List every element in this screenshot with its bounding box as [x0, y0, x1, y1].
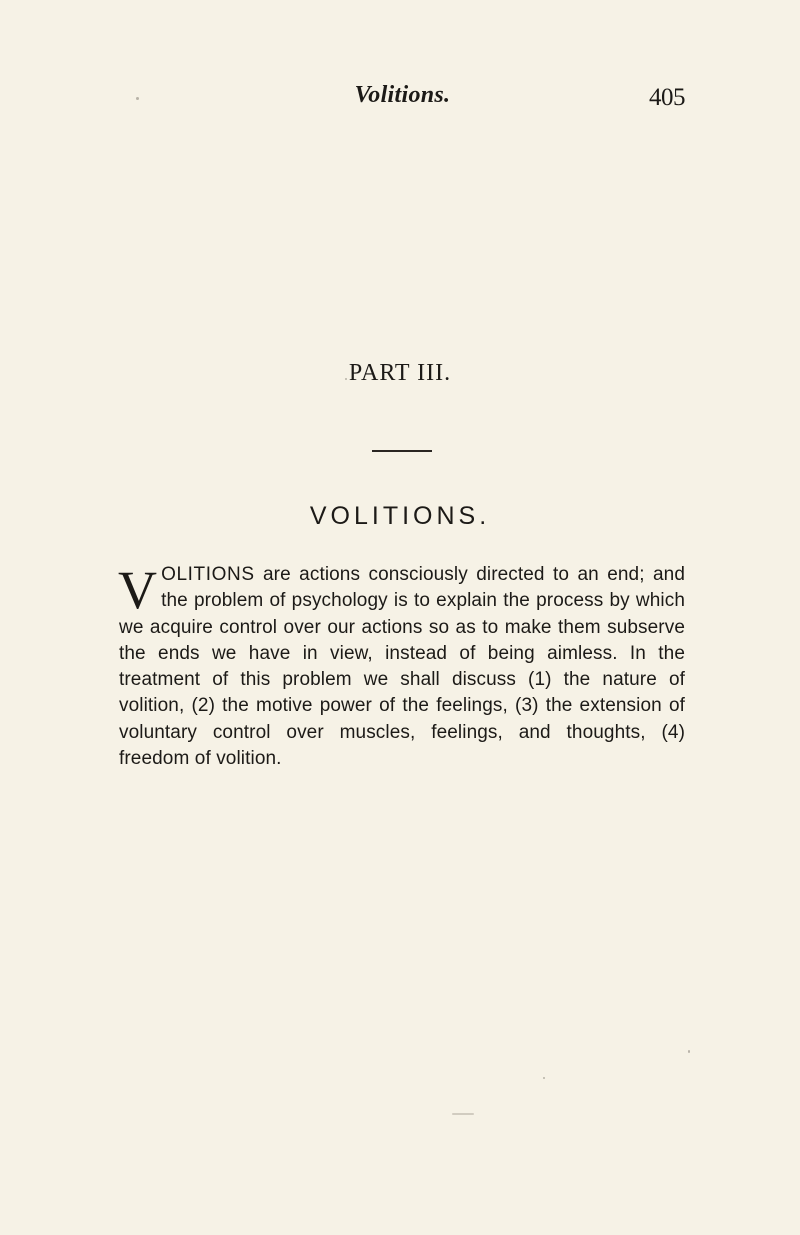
running-head	[120, 78, 685, 118]
lead-caps: OLITIONS	[161, 564, 255, 585]
paper-speck	[136, 97, 139, 100]
body-paragraph	[119, 562, 685, 772]
page-number: 405	[649, 84, 685, 111]
paper-speck	[688, 1050, 690, 1053]
paper-speck	[452, 1113, 474, 1115]
paragraph-text: are actions consciously directed to an end; and the problem of psychology is to explain the process by which we acquire control over our actions so as to make them subserve the ends we have in view, instead of being aimless. In the treatment of this problem we shall discuss (1) the nature of volition, (2) the motive power of the feelings, (3) the extension of voluntary control over muscles, feelings, and thoughts, (4) freedom of volition.	[119, 564, 685, 770]
section-heading: VOLITIONS.	[309, 502, 491, 530]
paper-speck	[543, 1077, 545, 1079]
section-divider-rule	[372, 450, 432, 452]
drop-cap: V	[118, 560, 158, 620]
running-title: Volitions.	[354, 82, 451, 108]
part-heading: PART III.	[348, 360, 452, 386]
paper-speck	[345, 378, 347, 380]
